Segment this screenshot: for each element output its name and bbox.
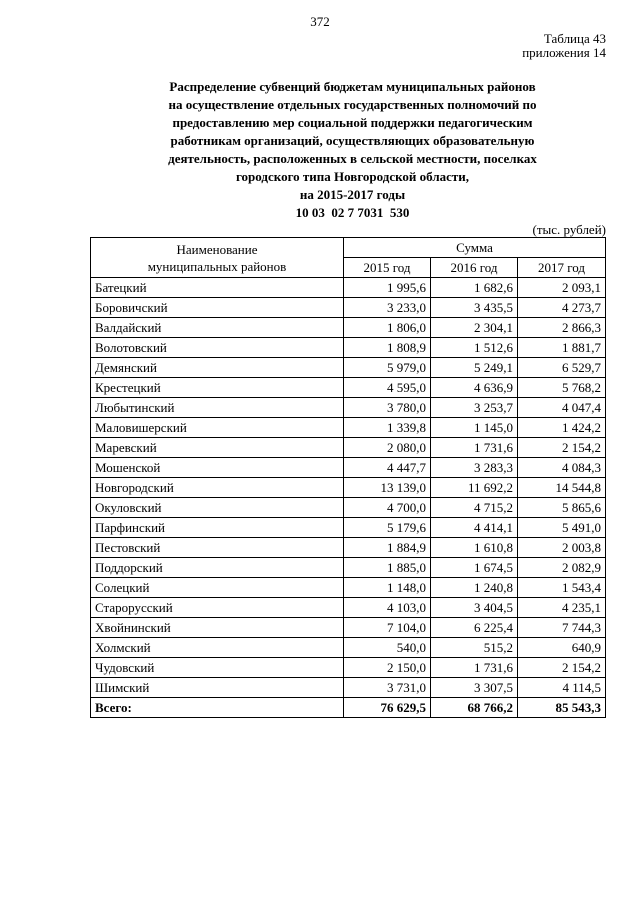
header-year-2017: 2017 год <box>518 258 606 278</box>
district-name: Валдайский <box>91 318 344 338</box>
district-name: Мошенской <box>91 458 344 478</box>
district-name: Солецкий <box>91 578 344 598</box>
value-2016: 1 731,6 <box>431 438 518 458</box>
header-sum: Сумма <box>344 238 606 258</box>
value-2016: 1 731,6 <box>431 658 518 678</box>
value-2015: 13 139,0 <box>344 478 431 498</box>
district-name: Крестецкий <box>91 378 344 398</box>
value-2016: 515,2 <box>431 638 518 658</box>
header-name <box>91 238 344 278</box>
district-name: Демянский <box>91 358 344 378</box>
value-2015: 4 595,0 <box>344 378 431 398</box>
value-2016: 3 404,5 <box>431 598 518 618</box>
total-row <box>91 698 606 718</box>
district-name: Окуловский <box>91 498 344 518</box>
value-2015: 2 080,0 <box>344 438 431 458</box>
subsidy-table <box>90 237 606 718</box>
title-line: городского типа Новгородской области, <box>235 169 470 184</box>
value-2017: 4 235,1 <box>518 598 606 618</box>
value-2015: 5 179,6 <box>344 518 431 538</box>
table-row <box>91 418 606 438</box>
value-2015: 4 103,0 <box>344 598 431 618</box>
value-2015: 540,0 <box>344 638 431 658</box>
table-reference-line1: Таблица 43 <box>543 31 606 46</box>
table-row <box>91 618 606 638</box>
value-2017: 2 082,9 <box>518 558 606 578</box>
value-2015: 1 995,6 <box>344 278 431 298</box>
total-2016: 68 766,2 <box>431 698 518 718</box>
value-2015: 3 731,0 <box>344 678 431 698</box>
title-line: 10 03 02 7 7031 530 <box>295 205 410 220</box>
district-name: Маревский <box>91 438 344 458</box>
value-2017: 2 866,3 <box>518 318 606 338</box>
title-line: Распределение субвенций бюджетам муниципальных районов <box>169 79 536 94</box>
value-2016: 4 636,9 <box>431 378 518 398</box>
district-name: Старорусский <box>91 598 344 618</box>
value-2016: 4 715,2 <box>431 498 518 518</box>
district-name: Поддорский <box>91 558 344 578</box>
table-row <box>91 598 606 618</box>
value-2017: 2 003,8 <box>518 538 606 558</box>
table-row <box>91 338 606 358</box>
value-2017: 1 881,7 <box>518 338 606 358</box>
district-name: Чудовский <box>91 658 344 678</box>
value-2017: 2 093,1 <box>518 278 606 298</box>
district-name: Новгородский <box>91 478 344 498</box>
value-2016: 1 674,5 <box>431 558 518 578</box>
table-reference-line2: приложения 14 <box>522 45 606 60</box>
district-name: Любытинский <box>91 398 344 418</box>
district-name: Маловишерский <box>91 418 344 438</box>
table-row <box>91 518 606 538</box>
table-row <box>91 378 606 398</box>
value-2015: 4 447,7 <box>344 458 431 478</box>
district-name: Холмский <box>91 638 344 658</box>
total-2017: 85 543,3 <box>518 698 606 718</box>
value-2017: 4 273,7 <box>518 298 606 318</box>
value-2015: 3 233,0 <box>344 298 431 318</box>
table-row <box>91 478 606 498</box>
value-2015: 1 148,0 <box>344 578 431 598</box>
page-number: 372 <box>310 14 330 29</box>
value-2017: 4 114,5 <box>518 678 606 698</box>
table-row <box>91 398 606 418</box>
value-2015: 1 885,0 <box>344 558 431 578</box>
title-line: на осуществление отдельных государственных полномочий по <box>168 97 537 112</box>
header-name-line2: муниципальных районов <box>147 258 287 274</box>
value-2016: 1 240,8 <box>431 578 518 598</box>
value-2017: 640,9 <box>518 638 606 658</box>
header-year-2016: 2016 год <box>431 258 518 278</box>
value-2016: 6 225,4 <box>431 618 518 638</box>
value-2017: 5 768,2 <box>518 378 606 398</box>
table-row <box>91 458 606 478</box>
value-2015: 1 339,8 <box>344 418 431 438</box>
value-2017: 4 047,4 <box>518 398 606 418</box>
value-2016: 4 414,1 <box>431 518 518 538</box>
value-2017: 1 424,2 <box>518 418 606 438</box>
table-row <box>91 558 606 578</box>
header-year-2015: 2015 год <box>344 258 431 278</box>
value-2017: 2 154,2 <box>518 438 606 458</box>
value-2015: 5 979,0 <box>344 358 431 378</box>
value-2015: 4 700,0 <box>344 498 431 518</box>
value-2015: 7 104,0 <box>344 618 431 638</box>
table-row <box>91 498 606 518</box>
value-2016: 1 682,6 <box>431 278 518 298</box>
value-2017: 6 529,7 <box>518 358 606 378</box>
value-2016: 2 304,1 <box>431 318 518 338</box>
table-row <box>91 278 606 298</box>
value-2017: 5 865,6 <box>518 498 606 518</box>
table-row <box>91 358 606 378</box>
value-2016: 3 283,3 <box>431 458 518 478</box>
table-row <box>91 438 606 458</box>
total-label: Всего: <box>91 698 344 718</box>
value-2016: 5 249,1 <box>431 358 518 378</box>
table-row <box>91 318 606 338</box>
value-2016: 1 512,6 <box>431 338 518 358</box>
table-row <box>91 538 606 558</box>
district-name: Батецкий <box>91 278 344 298</box>
value-2017: 7 744,3 <box>518 618 606 638</box>
title-line: на 2015-2017 годы <box>299 187 406 202</box>
title-line: работникам организаций, осуществляющих образовательную <box>170 133 535 148</box>
title-line: деятельность, расположенных в сельской местности, поселках <box>168 151 537 166</box>
value-2016: 3 435,5 <box>431 298 518 318</box>
value-2015: 1 806,0 <box>344 318 431 338</box>
district-name: Парфинский <box>91 518 344 538</box>
value-2017: 4 084,3 <box>518 458 606 478</box>
document-title <box>90 78 615 222</box>
district-name: Хвойнинский <box>91 618 344 638</box>
value-2017: 2 154,2 <box>518 658 606 678</box>
table-row <box>91 678 606 698</box>
header-name-line1: Наименование <box>176 241 258 257</box>
value-2015: 1 884,9 <box>344 538 431 558</box>
value-2017: 1 543,4 <box>518 578 606 598</box>
value-2016: 1 610,8 <box>431 538 518 558</box>
value-2015: 3 780,0 <box>344 398 431 418</box>
value-2015: 2 150,0 <box>344 658 431 678</box>
value-2015: 1 808,9 <box>344 338 431 358</box>
district-name: Боровичский <box>91 298 344 318</box>
value-2017: 14 544,8 <box>518 478 606 498</box>
district-name: Пестовский <box>91 538 344 558</box>
table-row <box>91 298 606 318</box>
value-2016: 1 145,0 <box>431 418 518 438</box>
table-row <box>91 638 606 658</box>
value-2016: 3 253,7 <box>431 398 518 418</box>
value-2016: 11 692,2 <box>431 478 518 498</box>
table-reference <box>522 32 606 60</box>
units-label: (тыс. рублей) <box>532 222 606 237</box>
title-line: предоставлению мер социальной поддержки педагогическим <box>172 115 533 130</box>
value-2016: 3 307,5 <box>431 678 518 698</box>
district-name: Шимский <box>91 678 344 698</box>
table-row <box>91 658 606 678</box>
total-2015: 76 629,5 <box>344 698 431 718</box>
district-name: Волотовский <box>91 338 344 358</box>
value-2017: 5 491,0 <box>518 518 606 538</box>
table-row <box>91 578 606 598</box>
